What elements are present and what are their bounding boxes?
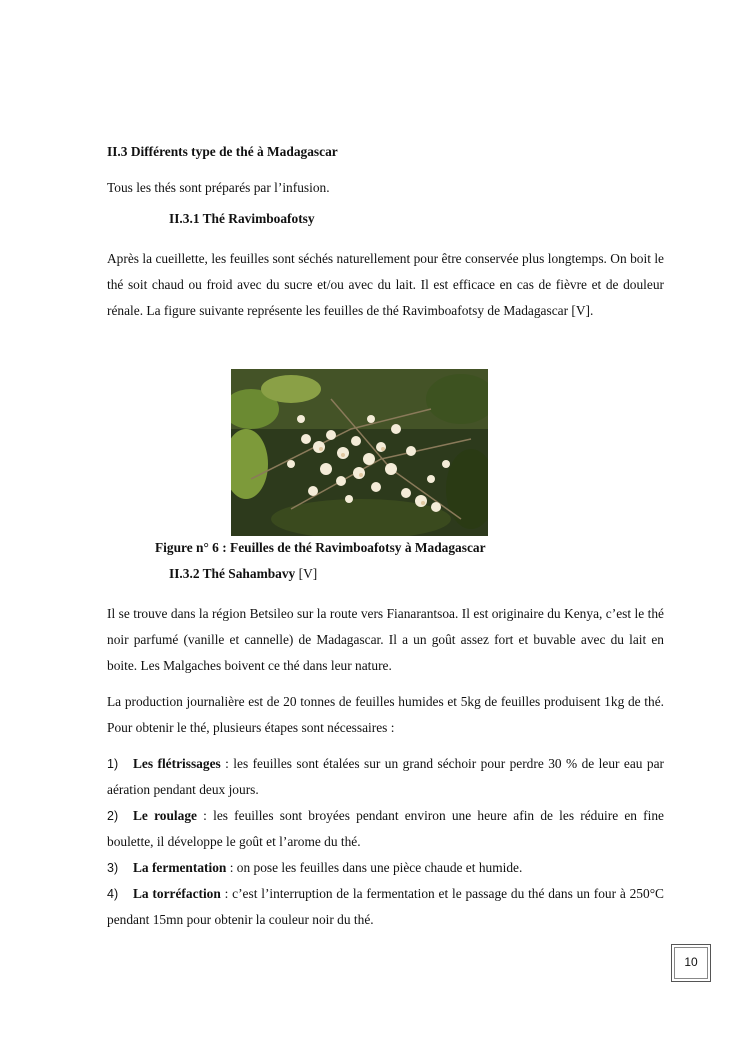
list-item <box>107 751 664 803</box>
ravimboafotsy-paragraph: Après la cueillette, les feuilles sont séchés naturellement pour être conservée plus longtemps. On boit le thé soit chaud ou froid avec du sucre et/ou avec du lait. Il est efficace en cas de fièvre et de douleur rénale. La figure suivante représente les feuilles de thé Ravimboafotsy de Madagascar [V]. <box>107 251 664 318</box>
list-term: La fermentation <box>133 860 227 875</box>
section-heading: II.3 Différents type de thé à Madagascar <box>107 144 338 159</box>
ravimboafotsy-photo <box>231 369 488 536</box>
page-number-box <box>671 944 711 982</box>
list-item <box>107 803 664 855</box>
list-text: : c’est l’interruption de la fermentation et le passage du thé dans un four à 250°C pendant 15mn pour obtenir la couleur noir du thé. <box>107 886 664 927</box>
list-text: : les feuilles sont broyées pendant environ une heure afin de les réduire en fine boulette, il développe le goût et l’arome du thé. <box>107 808 664 849</box>
list-text: : les feuilles sont étalées sur un grand séchoir pour perdre 30 % de leur eau par aération pendant deux jours. <box>107 756 664 797</box>
subsection-heading-sahambavy <box>169 566 317 582</box>
sahambavy-paragraph-2: La production journalière est de 20 tonnes de feuilles humides et 5kg de feuilles produisent 1kg de thé. Pour obtenir le thé, plusieurs étapes sont nécessaires : <box>107 694 664 735</box>
list-number: 2) <box>107 809 119 823</box>
list-term: La torréfaction <box>133 886 221 901</box>
sahambavy-heading-text: II.3.2 Thé Sahambavy <box>169 566 296 581</box>
page-number: 10 <box>684 955 698 969</box>
subsection-heading-ravimboafotsy: II.3.1 Thé Ravimboafotsy <box>169 211 315 226</box>
list-item <box>107 855 664 881</box>
list-term: Le roulage <box>133 808 197 823</box>
list-number: 3) <box>107 861 119 875</box>
list-term: Les flétrissages <box>133 756 221 771</box>
section-intro: Tous les thés sont préparés par l’infusion. <box>107 180 330 195</box>
list-text: : on pose les feuilles dans une pièce chaude et humide. <box>226 860 523 875</box>
list-item <box>107 881 664 933</box>
sahambavy-paragraph-1: Il se trouve dans la région Betsileo sur la route vers Fianarantsoa. Il est originaire du Kenya, c’est le thé noir parfumé (vanille et cannelle) de Madagascar. Il a un goût assez fort et buvable avec du lait en boite. Les Malgaches boivent ce thé dans leur nature. <box>107 606 664 673</box>
sahambavy-reference: [V] <box>298 566 318 581</box>
list-number: 4) <box>107 887 119 901</box>
list-number: 1) <box>107 757 119 771</box>
figure-caption: Figure n° 6 : Feuilles de thé Ravimboafotsy à Madagascar <box>155 540 486 555</box>
